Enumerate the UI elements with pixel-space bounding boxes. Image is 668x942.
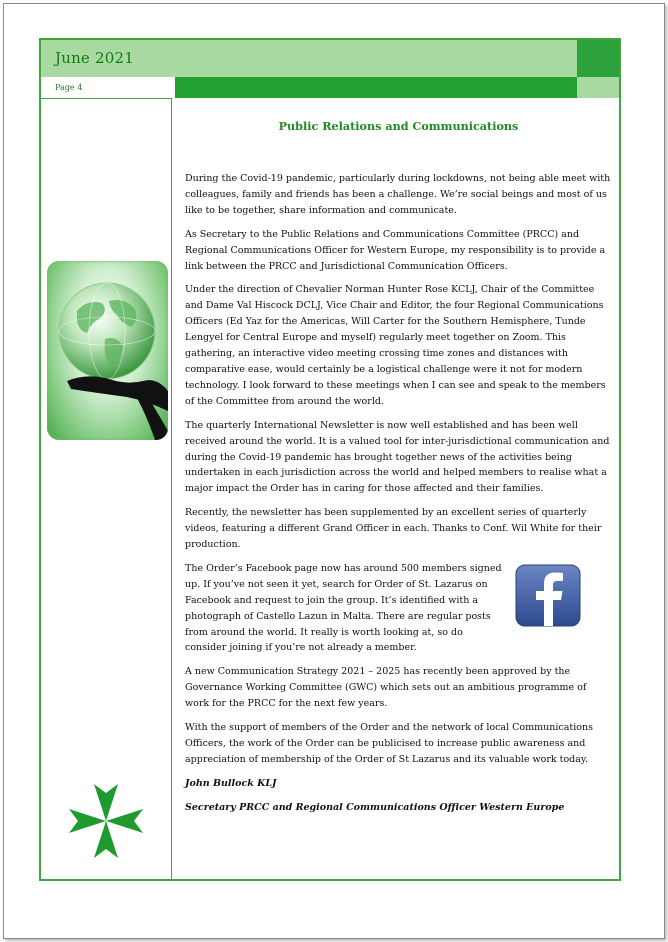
paragraph: Under the direction of Chevalier Norman Hunter Rose KCLJ, Chair of the Committee and Dame Val Hiscock DCLJ, Vice Chair and Editor, the four Regional Communications Officers (Ed Yaz for the Americas, Will Carter for the Southern Hemisphere, Tunde Lengyel for Central Europe and myself) regularly meet together on Zoom. This gathering, an interactive video meeting crossing time zones and distances with comparative ease, would certainly be a logistical challenge were it not for modern technology. I look forward to these meetings when I can see and speak to the members of the Committee from around the world. <box>185 284 606 407</box>
globe-in-hand-icon <box>47 261 168 440</box>
paragraph: Recently, the newsletter has been supplemented by an excellent series of quarterly videos, featuring a different Grand Officer in each. Thanks to Conf. Wil White for their production. <box>185 507 602 551</box>
maltese-cross-icon <box>67 782 145 860</box>
paragraph: The quarterly International Newsletter is now well established and has been well received around the world. It is a valued tool for inter-jurisdictional communication and during the Covid-19 pandemic has brought together news of the activities being undertaken in each jurisdiction across the world and helped members to realise what a major impact the Order has in caring for those affected and their families. <box>185 419 610 495</box>
paragraph: A new Communication Strategy 2021 – 2025 has recently been approved by the Governance Working Committee (GWC) which sets out an ambitious programme of work for the PRCC for the next few years. <box>185 666 587 710</box>
article-title: Public Relations and Communications <box>278 119 519 133</box>
header-corner-block <box>577 40 619 77</box>
paragraph-facebook: The Order’s Facebook page now has around 500 members signed up. If you’ve not seen it yet, search for Order of St. Lazarus on Facebook and request to join the group. It’s identified with a photograph of Castello Lazun in Malta. There are regular posts from around the world. It really is worth looking at, so do consider joining if you’re not already a member. <box>185 562 502 654</box>
header-bar-end <box>577 77 619 98</box>
article-body <box>185 118 612 824</box>
facebook-logo-icon <box>515 564 581 627</box>
newsletter-date: June 2021 <box>55 49 134 67</box>
paragraph: With the support of members of the Order and the network of local Communications Officers, the work of the Order can be publicised to increase public awareness and appreciation of membership of the Order of St Lazarus and its valuable work today. <box>185 722 593 765</box>
signature-title: Secretary PRCC and Regional Communications Officer Western Europe <box>185 801 565 813</box>
signature-name: John Bullock KLJ <box>185 777 277 789</box>
header-bar <box>175 77 577 98</box>
paragraph: During the Covid-19 pandemic, particularly during lockdowns, not being able meet with colleagues, family and friends has been a challenge. We’re social beings and most of us like to be together, share information and communicate. <box>185 173 611 216</box>
page-number: Page 4 <box>55 83 83 92</box>
paragraph: As Secretary to the Public Relations and Communications Committee (PRCC) and Regional Communications Officer for Western Europe, my responsibility is to provide a link between the PRCC and Jurisdictional Communication Officers. <box>185 228 606 272</box>
left-sidebar <box>41 98 172 879</box>
